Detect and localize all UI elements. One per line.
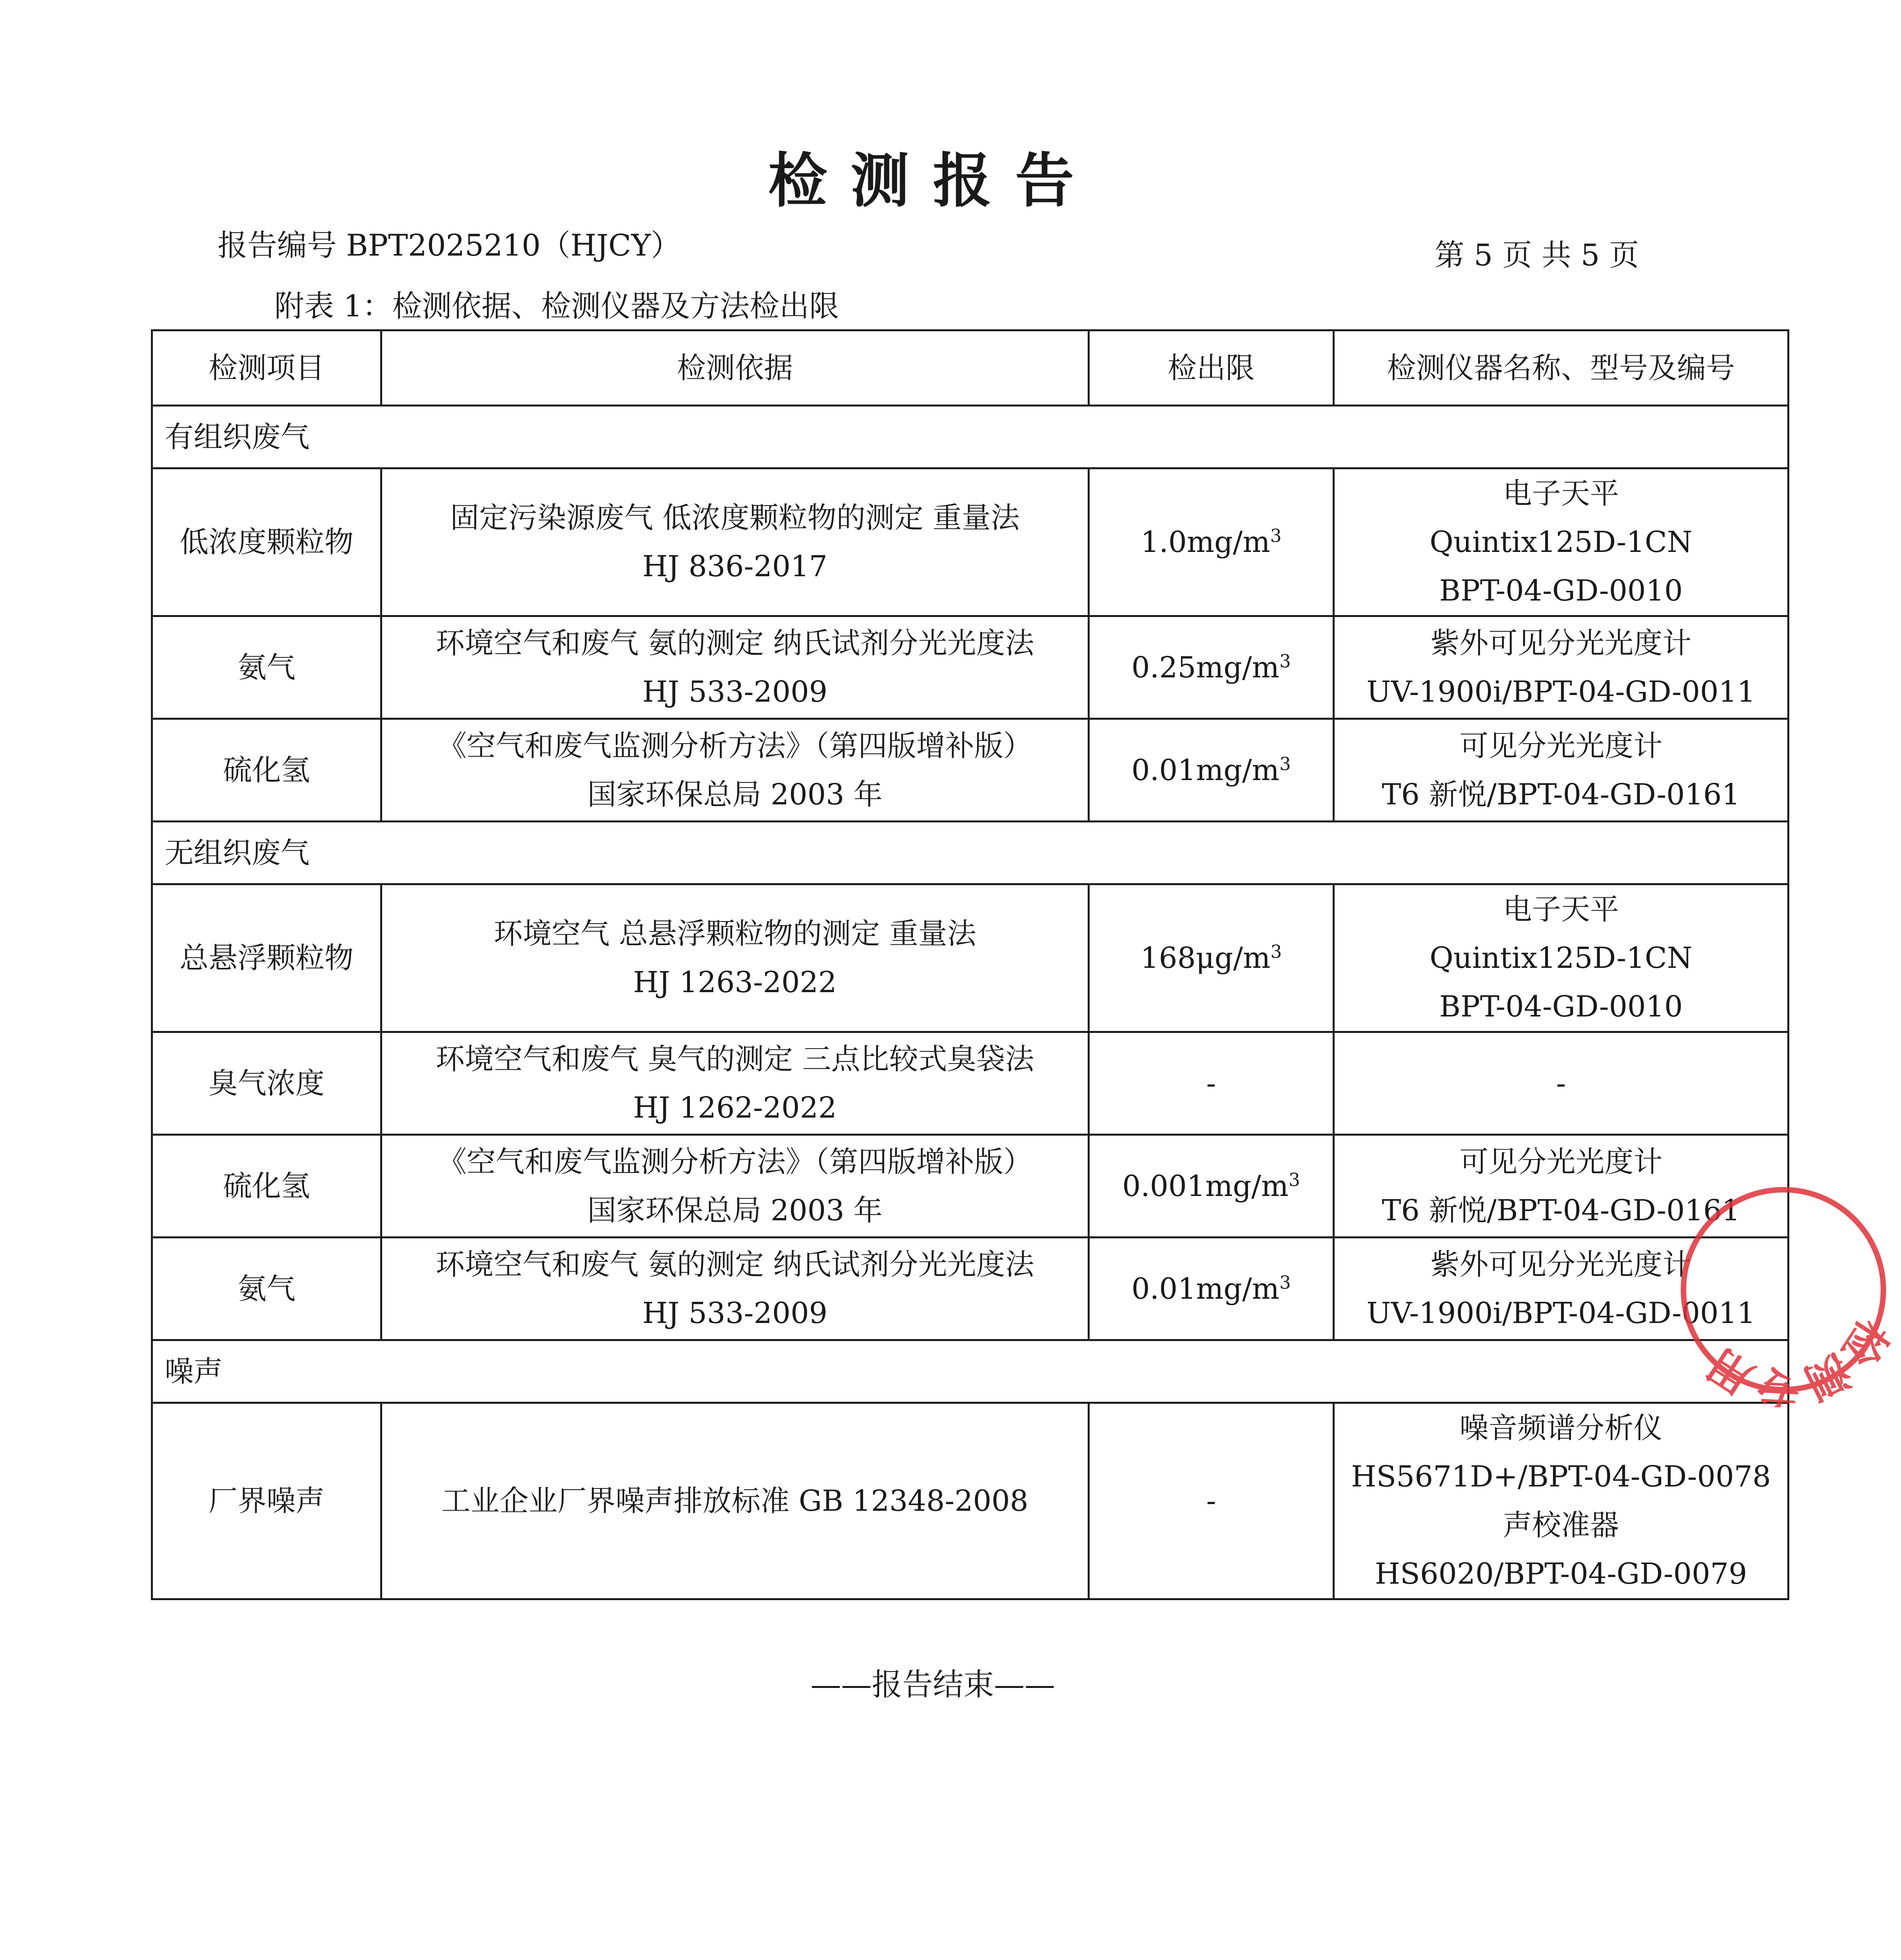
instrument-line: HS5671D+/BPT-04-GD-0078 [1351,1460,1771,1494]
basis-line: 《空气和废气监测分析方法》（第四版增补版） [437,729,1032,763]
instrument-cell [1334,468,1789,616]
limit-value: - [1206,1066,1216,1100]
basis-cell [381,468,1089,616]
limit-exponent: 3 [1288,1169,1300,1190]
detection-table [151,329,1789,1600]
instrument-line: T6 新悦/BPT-04-GD-0161 [1382,1193,1740,1227]
instrument-line: 可见分光光度计 [1459,729,1663,763]
limit-value: - [1206,1484,1216,1518]
basis-line: 国家环保总局 2003 年 [587,1193,883,1227]
limit-cell [1089,616,1334,719]
limit-value: 0.01mg/m [1131,1272,1280,1306]
table-body [152,406,1789,1599]
item-cell: 硫化氢 [152,719,381,822]
column-header: 检测依据 [381,330,1089,406]
limit-exponent: 3 [1279,650,1291,671]
basis-cell [381,616,1089,719]
basis-line: 工业企业厂界噪声排放标准 GB 12348-2008 [441,1484,1028,1518]
instrument-line: - [1556,1066,1566,1100]
section-title: 无组织废气 [152,822,1789,884]
limit-cell [1089,1032,1334,1135]
item-cell: 低浓度颗粒物 [152,468,381,616]
instrument-cell [1334,884,1789,1032]
detection-table-container [151,329,1787,1600]
limit-value: 0.01mg/m [1131,753,1280,787]
item-cell: 氨气 [152,616,381,719]
basis-line: HJ 1263-2022 [633,965,837,999]
section-row [152,1340,1789,1403]
instrument-line: 紫外可见分光光度计 [1430,626,1692,660]
table-row [152,1032,1789,1135]
limit-cell [1089,1403,1334,1599]
limit-exponent: 3 [1279,1271,1291,1293]
instrument-cell [1334,719,1789,822]
instrument-line: BPT-04-GD-0010 [1439,574,1683,608]
instrument-line: UV-1900i/BPT-04-GD-0011 [1366,1296,1756,1330]
limit-exponent: 3 [1279,753,1291,774]
instrument-line: 可见分光光度计 [1459,1145,1663,1179]
section-title: 噪声 [152,1340,1789,1403]
limit-value: 0.001mg/m [1122,1169,1289,1203]
section-title: 有组织废气 [152,406,1789,468]
table-row [152,1135,1789,1238]
limit-value: 0.25mg/m [1131,650,1280,684]
page-title: 检测报告 [768,146,1097,215]
instrument-line: 电子天平 [1503,893,1619,926]
item-cell: 臭气浓度 [152,1032,381,1135]
basis-cell [381,884,1089,1032]
basis-line: 国家环保总局 2003 年 [587,777,883,811]
item-cell: 氨气 [152,1238,381,1340]
seal-text: 检测专用 [1698,1311,1898,1407]
item-cell: 总悬浮颗粒物 [152,884,381,1032]
instrument-cell [1334,1032,1789,1135]
table-row [152,468,1789,616]
instrument-line: BPT-04-GD-0010 [1439,990,1683,1024]
basis-line: 环境空气和废气 臭气的测定 三点比较式臭袋法 [435,1042,1034,1076]
page-number: 第 5 页 共 5 页 [1435,238,1639,272]
instrument-line: UV-1900i/BPT-04-GD-0011 [1366,675,1756,709]
basis-line: HJ 533-2009 [642,675,828,709]
limit-cell [1089,719,1334,822]
report-end-marker: ——报告结束—— [810,1667,1055,1702]
instrument-line: 电子天平 [1503,477,1619,510]
instrument-line: 声校准器 [1503,1508,1619,1542]
instrument-cell [1334,616,1789,719]
limit-cell [1089,468,1334,616]
instrument-line: 噪音频谱分析仪 [1459,1411,1663,1445]
table-header-row [152,330,1789,406]
section-row [152,822,1789,884]
limit-exponent: 3 [1270,941,1282,962]
table-row [152,1403,1789,1599]
instrument-line: 紫外可见分光光度计 [1430,1247,1692,1281]
limit-value: 1.0mg/m [1141,525,1270,559]
report-number: 报告编号 BPT2025210（HJCY） [218,228,681,263]
instrument-line: Quintix125D-1CN [1429,525,1692,559]
basis-cell [381,1238,1089,1340]
column-header: 检测项目 [152,330,381,406]
basis-line: HJ 1262-2022 [633,1091,837,1125]
basis-line: HJ 836-2017 [642,550,828,583]
section-row [152,406,1789,468]
table-row [152,1238,1789,1340]
column-header: 检出限 [1089,330,1334,406]
column-header: 检测仪器名称、型号及编号 [1334,330,1789,406]
instrument-cell [1334,1403,1789,1599]
instrument-line: HS6020/BPT-04-GD-0079 [1375,1557,1747,1591]
basis-line: HJ 533-2009 [642,1296,828,1330]
table-row [152,719,1789,822]
basis-cell [381,1032,1089,1135]
basis-cell [381,719,1089,822]
instrument-line: T6 新悦/BPT-04-GD-0161 [1382,777,1740,811]
item-cell: 硫化氢 [152,1135,381,1238]
limit-cell [1089,1238,1334,1340]
basis-line: 《空气和废气监测分析方法》（第四版增补版） [437,1145,1032,1179]
basis-cell [381,1135,1089,1238]
basis-line: 环境空气 总悬浮颗粒物的测定 重量法 [493,917,976,951]
basis-line: 固定污染源废气 低浓度颗粒物的测定 重量法 [450,501,1020,535]
limit-value: 168μg/m [1140,941,1271,975]
instrument-line: Quintix125D-1CN [1429,941,1692,975]
limit-exponent: 3 [1270,525,1282,546]
table-row [152,884,1789,1032]
table-row [152,616,1789,719]
limit-cell [1089,884,1334,1032]
table-caption: 附表 1：检测依据、检测仪器及方法检出限 [274,289,839,323]
basis-line: 环境空气和废气 氨的测定 纳氏试剂分光光度法 [435,626,1034,660]
basis-cell [381,1403,1089,1599]
item-cell: 厂界噪声 [152,1403,381,1599]
basis-line: 环境空气和废气 氨的测定 纳氏试剂分光光度法 [435,1247,1034,1281]
limit-cell [1089,1135,1334,1238]
seal-stamp [1666,1172,1901,1407]
